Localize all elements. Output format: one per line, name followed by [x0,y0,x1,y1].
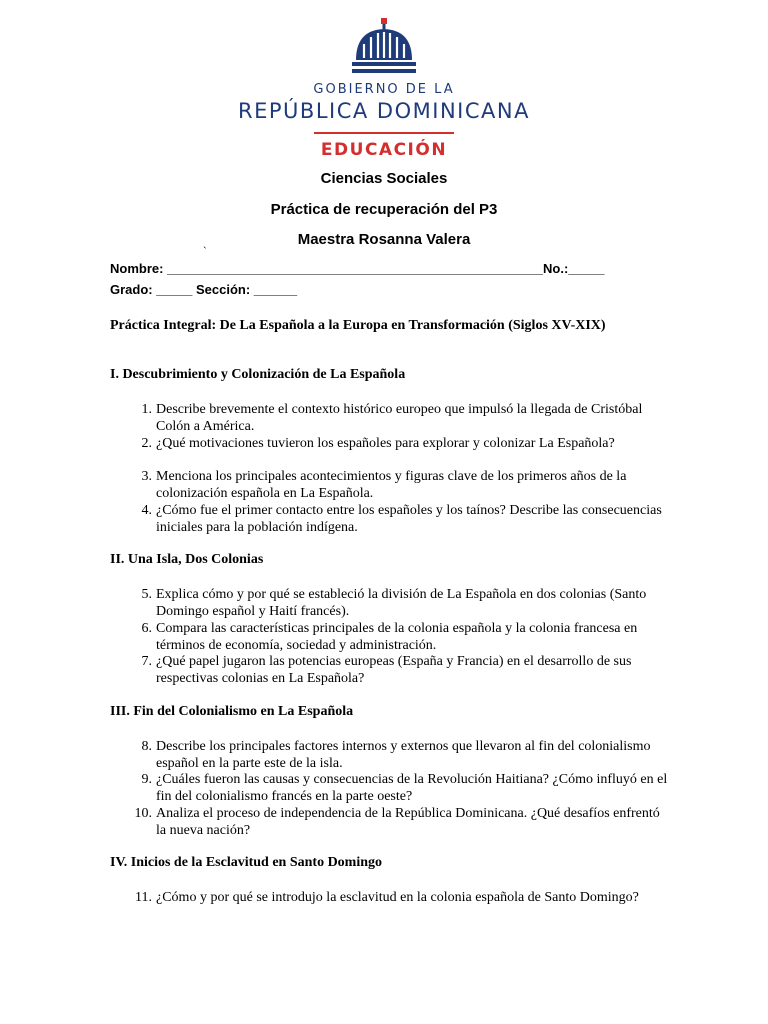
logo-line-3: EDUCACIÓN [320,140,448,160]
question-number: 8. [141,739,152,754]
question-number: 1. [141,402,152,417]
practice-heading: Práctica de recuperación del P3 [270,201,498,218]
question-number: 4. [141,503,152,518]
subject-heading: Ciencias Sociales [320,170,448,187]
ministry-logo [0,18,768,160]
question-text: Describe brevemente el contexto histórico europeo que impulsó la llegada de Cristóbal Colón a América. [156,402,643,434]
question-text: Explica cómo y por qué se estableció la división de La Española en dos colonias (Santo Domingo español y Haití francés). [156,587,647,619]
question-text: Menciona los principales acontecimientos y figuras clave de los primeros años de la colonización española en La Española. [156,469,627,501]
name-field-line: Nombre: ____________________________________________________No.:_____ [110,261,605,276]
question-number: 7. [141,654,152,669]
section-heading: II. Una Isla, Dos Colonias [110,552,264,567]
grade-section-line: Grado: _____ Sección: ______ [110,282,298,297]
question-text: ¿Cuáles fueron las causas y consecuencias de la Revolución Haitiana? ¿Cómo influyó en el fin del colonialismo francés en la parte oeste? [156,772,668,804]
question-text: ¿Cómo fue el primer contacto entre los españoles y los taínos? Describe las consecuencias iniciales para la población indígena. [156,503,662,535]
section-heading: IV. Inicios de la Esclavitud en Santo Domingo [110,855,383,870]
dome-emblem-icon [350,18,418,78]
question-number: 3. [141,469,152,484]
question-text: ¿Cómo y por qué se introdujo la esclavitud en la colonia española de Santo Domingo? [156,890,639,905]
question-number: 5. [141,587,152,602]
logo-divider [314,132,454,134]
question-text: Compara las características principales de la colonia española y la colonia francesa en términos de economía, sociedad y administración. [156,621,638,653]
logo-line-1: GOBIERNO DE LA [313,82,455,97]
teacher-heading: Maestra Rosanna Valera [297,231,471,248]
logo-line-2: REPÚBLICA DOMINICANA [238,99,530,123]
question-number: 6. [141,621,152,636]
stray-mark: ` [203,246,207,258]
section-heading: I. Descubrimiento y Colonización de La Española [110,367,406,382]
question-text: ¿Qué motivaciones tuvieron los españoles para explorar y colonizar La Española? [156,436,615,451]
question-text: ¿Qué papel jugaron las potencias europeas (España y Francia) en el desarrollo de sus respectivas colonias en La Española? [156,654,632,686]
question-number: 11. [135,890,152,905]
question-text: Analiza el proceso de independencia de la República Dominicana. ¿Qué desafíos enfrentó la nueva nación? [156,806,660,838]
question-number: 9. [141,772,152,787]
section-heading: III. Fin del Colonialismo en La Española [110,704,354,719]
question-number: 10. [134,806,152,821]
practice-title: Práctica Integral: De La Española a la Europa en Transformación (Siglos XV-XIX) [110,318,606,333]
question-text: Describe los principales factores internos y externos que llevaron al fin del colonialismo español en la parte este de la isla. [156,739,651,771]
question-number: 2. [141,436,152,451]
